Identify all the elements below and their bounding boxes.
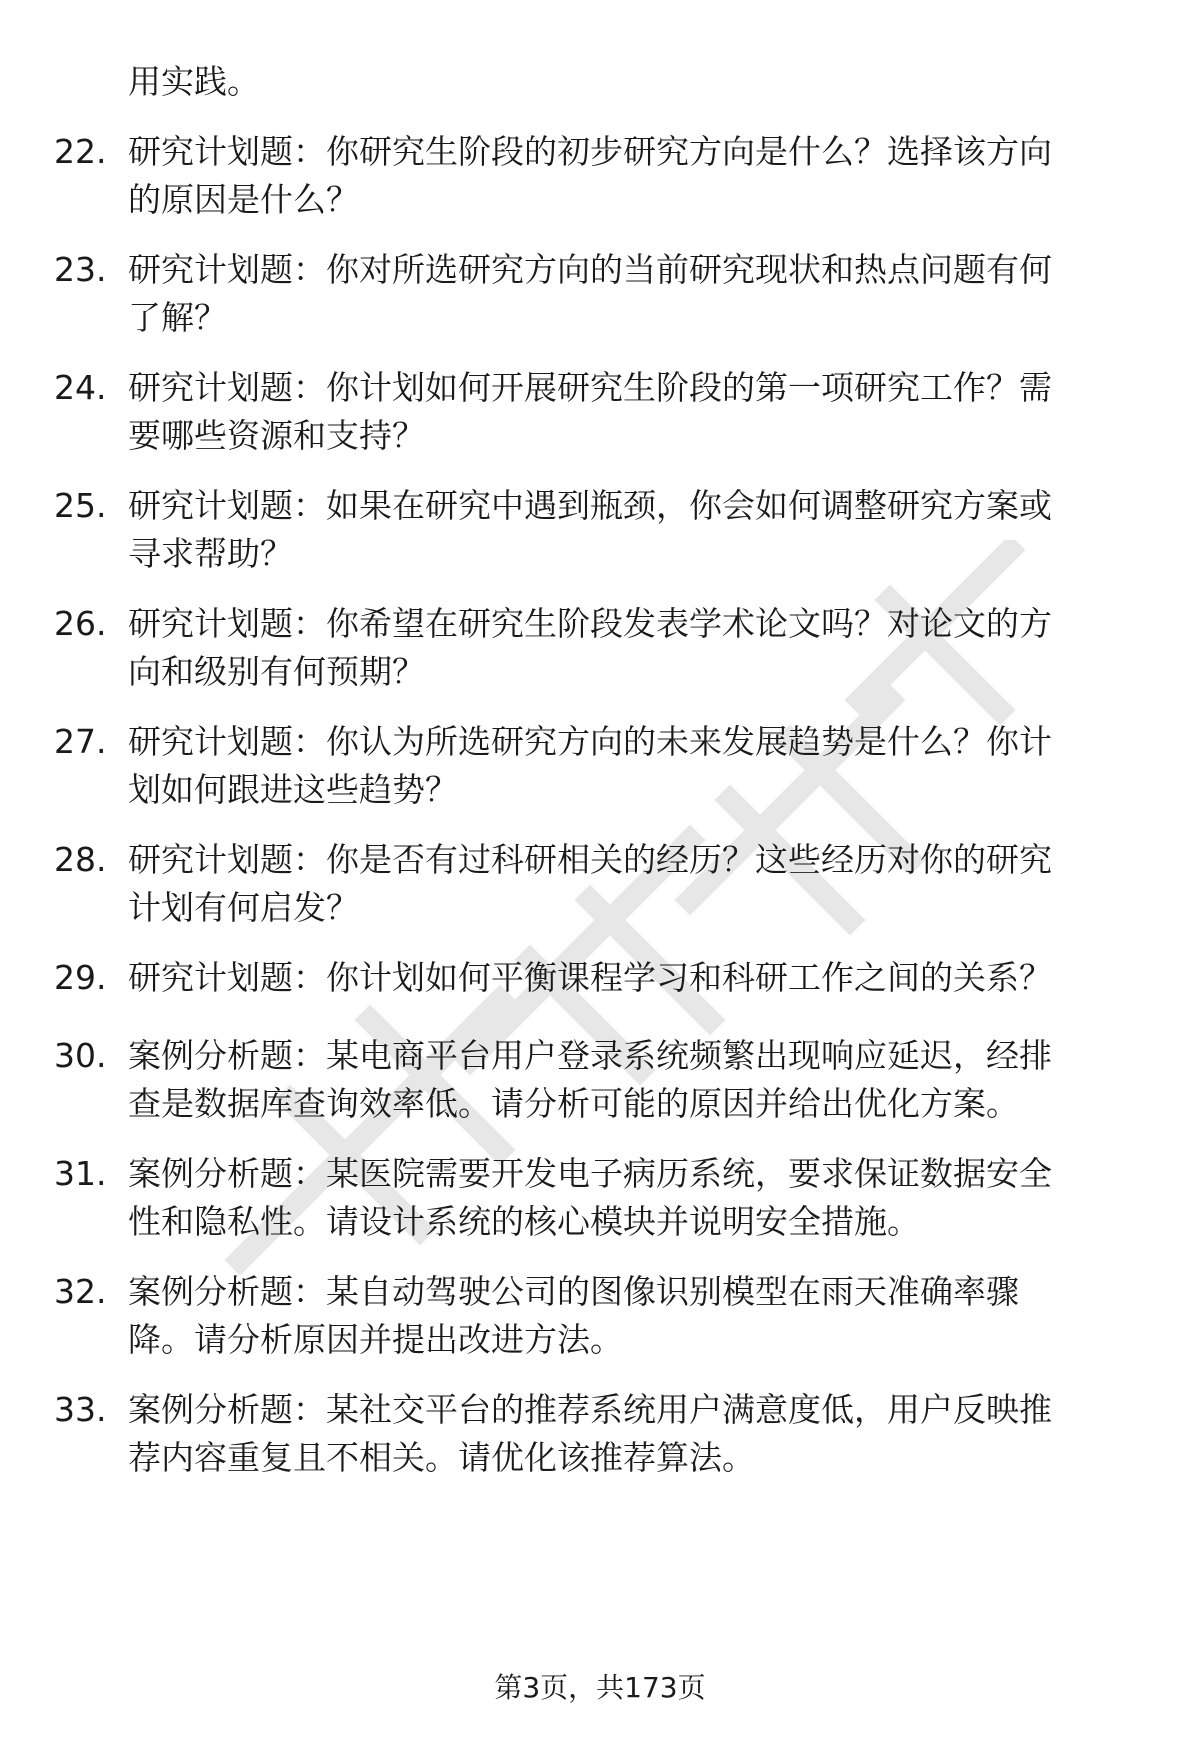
intro-continuation: 用实践。 (128, 62, 260, 101)
question-text-line: 案例分析题：某电商平台用户登录系统频繁出现响应延迟，经排 (128, 1036, 1052, 1075)
question-number: 22. (54, 132, 107, 171)
question-text-line: 研究计划题：你对所选研究方向的当前研究现状和热点问题有何 (128, 250, 1052, 289)
question-text (128, 1386, 1138, 1482)
question-text (128, 1268, 1138, 1364)
question-text-line: 查是数据库查询效率低。请分析可能的原因并给出优化方案。 (128, 1084, 1019, 1123)
question-text-line: 研究计划题：你是否有过科研相关的经历？这些经历对你的研究 (128, 840, 1052, 879)
question-number: 33. (54, 1390, 107, 1429)
question-text-line: 性和隐私性。请设计系统的核心模块并说明安全措施。 (128, 1202, 920, 1241)
question-number: 26. (54, 604, 107, 643)
question-text (128, 954, 1138, 1002)
question-text-line: 计划有何启发？ (128, 888, 359, 927)
question-text (128, 128, 1138, 224)
question-text-line: 降。请分析原因并提出改进方法。 (128, 1320, 623, 1359)
question-text-line: 研究计划题：你计划如何开展研究生阶段的第一项研究工作？需 (128, 368, 1052, 407)
question-text-line: 寻求帮助？ (128, 534, 293, 573)
question-text-line: 研究计划题：你希望在研究生阶段发表学术论文吗？对论文的方 (128, 604, 1052, 643)
question-number: 32. (54, 1272, 107, 1311)
question-number: 29. (54, 958, 107, 997)
question-text-line: 案例分析题：某医院需要开发电子病历系统，要求保证数据安全 (128, 1154, 1052, 1193)
question-text-line: 要哪些资源和支持？ (128, 416, 425, 455)
question-number: 24. (54, 368, 107, 407)
page-footer: 第3页，共173页 (494, 1671, 706, 1704)
question-number: 28. (54, 840, 107, 879)
question-text (128, 246, 1138, 342)
question-text (128, 718, 1138, 814)
question-text (128, 600, 1138, 696)
question-text (128, 1032, 1138, 1128)
question-text-line: 案例分析题：某自动驾驶公司的图像识别模型在雨天准确率骤 (128, 1272, 1019, 1311)
question-text-line: 划如何跟进这些趋势？ (128, 770, 458, 809)
question-text-line: 了解？ (128, 298, 227, 337)
question-text-line: 研究计划题：你认为所选研究方向的未来发展趋势是什么？你计 (128, 722, 1052, 761)
question-text-line: 向和级别有何预期？ (128, 652, 425, 691)
question-text-line: 的原因是什么？ (128, 180, 359, 219)
question-text-line: 荐内容重复且不相关。请优化该推荐算法。 (128, 1438, 755, 1477)
question-number: 30. (54, 1036, 107, 1075)
question-text (128, 364, 1138, 460)
question-number: 27. (54, 722, 107, 761)
question-number: 25. (54, 486, 107, 525)
question-text (128, 482, 1138, 578)
question-text-line: 案例分析题：某社交平台的推荐系统用户满意度低，用户反映推 (128, 1390, 1052, 1429)
question-text (128, 836, 1138, 932)
question-text (128, 1150, 1138, 1246)
question-text-line: 研究计划题：你研究生阶段的初步研究方向是什么？选择该方向 (128, 132, 1052, 171)
question-number: 31. (54, 1154, 107, 1193)
question-text-line: 研究计划题：如果在研究中遇到瓶颈，你会如何调整研究方案或 (128, 486, 1052, 525)
question-number: 23. (54, 250, 107, 289)
question-text-line: 研究计划题：你计划如何平衡课程学习和科研工作之间的关系？ (128, 958, 1052, 997)
